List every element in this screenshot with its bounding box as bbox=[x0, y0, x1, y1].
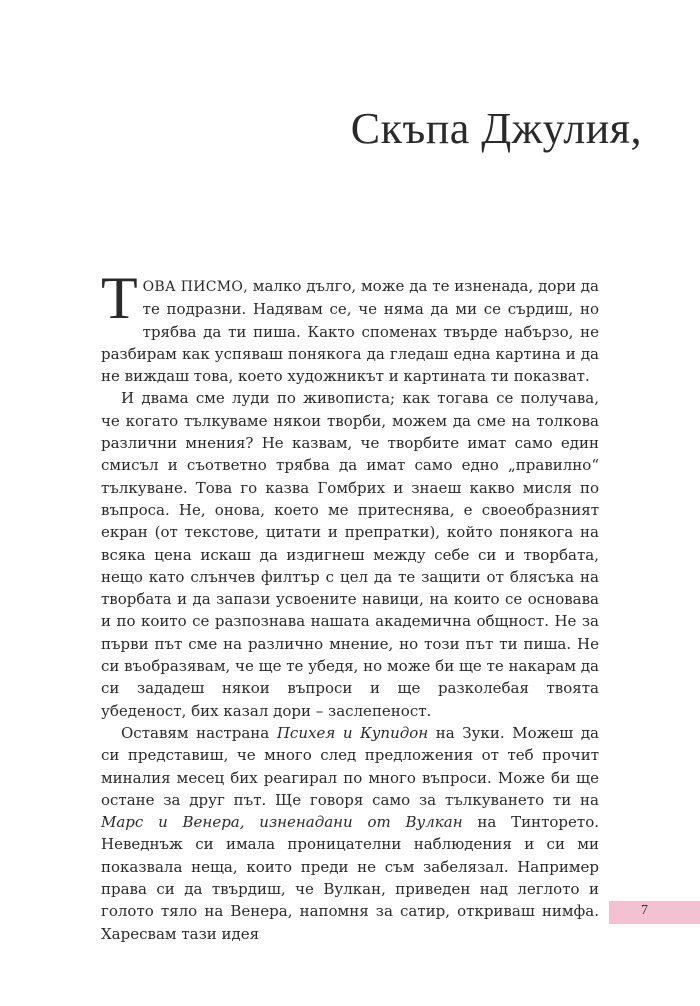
artwork-title-psyche-cupid: Психея и Купидон bbox=[276, 723, 429, 742]
paragraph-text: на Тинторето. Неведнъж си имала проницателни наблюдения и си ми показвала неща, които преди не съм забелязал. Например права си да твърдиш, че Вулкан, приведен над леглото и голото тяло на Венера, напомня за сатир, откриваш нимфа. Харесвам тази идея bbox=[101, 813, 599, 943]
paragraph-3 bbox=[101, 722, 599, 945]
letter-salutation-title: Скъпа Джулия, bbox=[350, 104, 642, 154]
paragraph-text: на Зуки. Можеш да си представиш, че много след предложения от теб прочит миналия месец бих реагирал по много въпроси. Може би ще остане за друг път. Ще говоря само за тълкуването ти на bbox=[101, 723, 599, 809]
page-number: 7 bbox=[641, 903, 648, 918]
paragraph-lead-smallcaps: ОВА ПИСМО, bbox=[142, 279, 248, 295]
page-number-tab bbox=[609, 901, 700, 924]
artwork-title-mars-venus: Марс и Венера, изненадани от Вулкан bbox=[101, 813, 463, 832]
paragraph-2 bbox=[101, 387, 599, 721]
letter-body bbox=[101, 265, 599, 945]
paragraph-text: Оставям настрана bbox=[121, 723, 277, 742]
paragraph-text: И двама сме луди по живописта; как тогава се получава, че когато тълкуваме някои творби, можем да сме на толкова различни мнения? Не казвам, че творбите имат само един смисъл и съответно трябва да имат само едно „правилно“ тълкуване. Това го казва Гомбрих и знаеш какво мисля по въпроса. Не, онова, което ме притеснява, е своеобразният екран (от текстове, цитати и препратки), който понякога на всяка цена искаш да издигнеш между себе си и творбата, нещо като слънчев филтър с цел да те защити от блясъка на творбата и да запази усвоените навици, на които се основава и по които се разпознава нашата академична общност. Не за първи път сме на различно мнение, но този път ти пиша. Не си въобразявам, че ще те убедя, но може би ще те накарам да си зададеш някои въпроси и ще разколебая твоята убеденост, бих казал дори – заслепеност. bbox=[101, 389, 599, 720]
drop-cap-letter: Т bbox=[101, 265, 138, 331]
paragraph-text: малко дълго, може да те изненада, дори да те подразни. Надявам се, че няма да ми се сърдиш, но трябва да ти пиша. Както споменах твърде набързо, не разбирам как успяваш понякога да гледаш една картина и да не виждаш това, което художникът и картината ти показват. bbox=[101, 277, 599, 386]
paragraph-1 bbox=[101, 265, 599, 387]
